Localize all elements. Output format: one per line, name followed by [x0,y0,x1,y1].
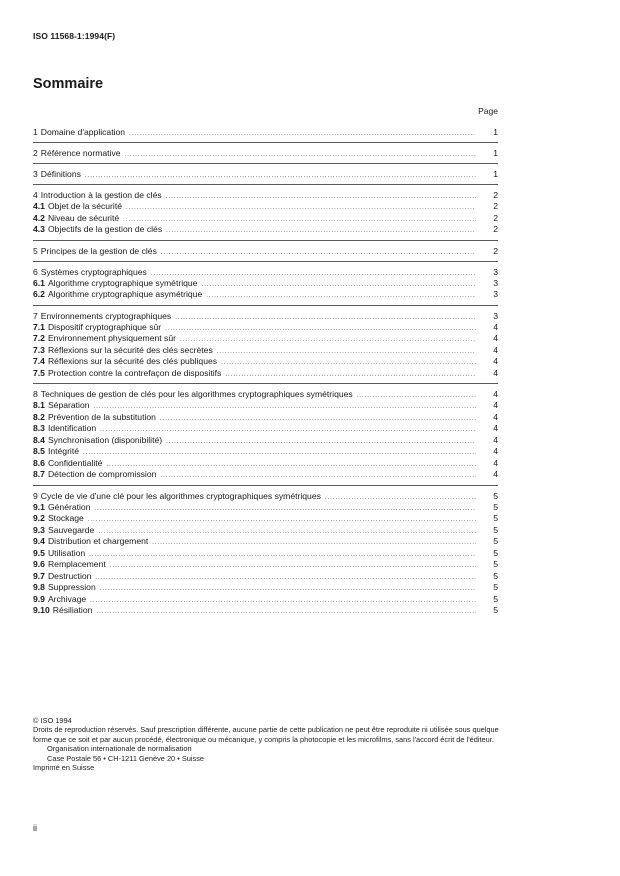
page-number: ii [33,823,37,833]
toc-subsection[interactable] [33,423,498,435]
dot-leader [180,335,476,345]
toc-label: Systèmes cryptographiques [40,266,147,277]
toc-number: 8 [33,389,38,399]
toc-title: Sommaire [33,76,104,92]
toc-label: Référence normative [40,148,121,158]
toc-section [33,310,498,384]
toc-label: Protection contre la contrefaçon de dispositifs [47,367,222,378]
toc-number: 6 [33,266,38,277]
toc-subsection[interactable] [33,435,498,447]
toc-divider [33,163,498,164]
toc-chapter[interactable] [33,388,498,400]
toc-subsection[interactable] [33,605,498,617]
toc-page-number: 2 [493,201,498,211]
dot-leader [175,312,476,322]
toc-subsection[interactable] [33,213,498,225]
toc-chapter[interactable] [33,189,498,201]
organization-address: Case Postale 56 • CH-1211 Genève 20 • Suisse [47,753,205,763]
dot-leader [100,584,476,594]
toc-label: Suppression [47,582,96,592]
toc-label: Destruction [47,570,92,581]
toc-section [33,245,498,261]
toc-label: Introduction à la gestion de clés [40,190,162,200]
toc-subsection[interactable] [33,525,498,537]
toc-chapter[interactable] [33,245,498,257]
toc-subsection[interactable] [33,548,498,560]
toc-subsection[interactable] [33,400,498,412]
toc-number: 9.4 [33,536,45,546]
printed-in: Imprimé en Suisse [33,763,95,773]
toc-chapter[interactable] [33,490,498,502]
dot-leader [90,596,476,606]
toc-page-number: 5 [493,593,498,604]
toc-number: 9 [33,490,38,501]
toc-divider [33,305,498,306]
toc-subsection[interactable] [33,502,498,514]
toc-subsection[interactable] [33,289,498,301]
toc-page-number: 1 [493,169,498,179]
toc-number: 4.1 [33,201,45,211]
dot-leader [206,291,476,301]
toc-number: 7.4 [33,356,45,366]
toc-page-number: 4 [493,321,498,332]
dot-leader [325,492,476,502]
toc-label: Prévention de la substitution [47,411,156,422]
toc-page-number: 5 [493,490,498,501]
toc-number: 6.2 [33,289,45,299]
document-id: ISO 11568-1:1994(F) [33,31,116,41]
toc-page-number: 4 [493,434,498,445]
toc-number: 4 [33,190,38,200]
dot-leader [125,149,476,159]
toc-number: 2 [33,148,38,158]
copyright-line: © ISO 1994 [33,716,72,725]
dot-leader [166,191,476,201]
toc-section [33,388,498,485]
dot-leader [95,573,476,583]
toc-subsection[interactable] [33,446,498,458]
toc-subsection[interactable] [33,513,498,525]
toc-section [33,189,498,240]
toc-divider [33,485,498,486]
toc-page-number: 2 [493,245,498,256]
toc-chapter[interactable] [33,310,498,322]
toc-label: Domaine d'application [40,127,126,137]
toc-subsection[interactable] [33,345,498,357]
toc-page-number: 4 [493,400,498,410]
rights-statement: Droits de reproduction réservés. Sauf prescription différente, aucune partie de cette publication ne peut être reproduite ni utilisée sous quelque forme que ce soit et par aucun procédé, électronique ou mécanique, y compris la photocopie et les microfilms, sans l'accord écrit de l'éditeur. [33,725,499,744]
toc-number: 9.5 [33,547,45,558]
toc-label: Environnement physiquement sûr [47,333,176,343]
toc-label: Génération [47,501,91,512]
dot-leader [110,561,476,571]
toc-page-number: 4 [493,389,498,399]
toc-number: 4.2 [33,212,45,223]
dot-leader [165,324,476,334]
toc-label: Confidentialité [47,457,103,468]
toc-number: 9.6 [33,559,45,569]
toc-number: 9.7 [33,570,45,581]
toc-number: 9.8 [33,582,45,592]
dot-leader [166,437,476,447]
toc-subsection[interactable] [33,582,498,594]
dot-leader [89,550,476,560]
toc-divider [33,383,498,384]
toc-divider [33,142,498,143]
dot-leader [94,504,476,514]
toc-divider [33,261,498,262]
toc-number: 9.10 [33,605,50,615]
dot-leader [106,460,476,470]
toc-number: 8.5 [33,446,45,456]
toc-number: 9.9 [33,593,45,604]
toc-label: Algorithme cryptographique asymétrique [47,289,203,299]
toc-page-number: 4 [493,457,498,468]
dot-leader [221,358,476,368]
toc-subsection[interactable] [33,571,498,583]
dot-leader [126,203,476,213]
toc-label: Distribution et chargement [47,536,149,546]
dot-leader [123,215,476,225]
toc-section [33,490,498,621]
toc-page-number: 5 [493,605,498,615]
toc-page-number: 5 [493,513,498,523]
toc-page-number: 2 [493,224,498,234]
toc-number: 7 [33,310,38,321]
dot-leader [217,347,476,357]
toc-label: Réflexions sur la sécurité des clés publiques [47,356,218,366]
toc-label: Identification [47,423,97,433]
toc-label: Remplacement [47,559,106,569]
toc-label: Archivage [47,593,87,604]
toc-number: 5 [33,245,38,256]
toc-page-number: 4 [493,411,498,422]
toc-subsection[interactable] [33,322,498,334]
toc-section [33,126,498,142]
toc-number: 7.5 [33,367,45,378]
toc-page-number: 3 [493,289,498,299]
toc-number: 4.3 [33,224,45,234]
dot-leader [100,425,476,435]
toc-number: 9.2 [33,513,45,523]
toc-label: Algorithme cryptographique symétrique [47,277,198,288]
toc-page-number: 2 [493,212,498,223]
toc-page-number: 4 [493,333,498,343]
toc-page-number: 5 [493,547,498,558]
toc-chapter[interactable] [33,168,498,180]
dot-leader [166,226,476,236]
toc-subsection[interactable] [33,278,498,290]
toc-label: Environnements cryptographiques [40,310,172,321]
toc-section [33,266,498,305]
toc-page-number: 4 [493,446,498,456]
toc-page-number: 4 [493,423,498,433]
toc-label: Séparation [47,400,90,410]
toc-section [33,168,498,184]
toc-label: Principes de la gestion de clés [40,245,157,256]
toc-subsection[interactable] [33,536,498,548]
table-of-contents [33,126,498,621]
toc-number: 8.6 [33,457,45,468]
toc-section [33,147,498,163]
toc-label: Stockage [47,513,84,523]
toc-number: 8.2 [33,411,45,422]
toc-page-number: 3 [493,266,498,277]
toc-label: Résiliation [52,605,93,615]
toc-number: 8.4 [33,434,45,445]
toc-chapter[interactable] [33,266,498,278]
dot-leader [85,170,476,180]
toc-label: Objectifs de la gestion de clés [47,224,163,234]
toc-divider [33,184,498,185]
toc-label: Synchronisation (disponibilité) [47,434,163,445]
toc-number: 6.1 [33,277,45,288]
toc-subsection[interactable] [33,458,498,470]
toc-page-number: 4 [493,367,498,378]
toc-subsection[interactable] [33,333,498,345]
toc-subsection[interactable] [33,594,498,606]
toc-subsection[interactable] [33,356,498,368]
toc-page-number: 3 [493,310,498,321]
dot-leader [152,538,476,548]
toc-page-number: 5 [493,582,498,592]
toc-subsection[interactable] [33,412,498,424]
toc-page-number: 1 [493,127,498,137]
toc-page-number: 4 [493,344,498,355]
toc-label: Objet de la sécurité [47,201,122,211]
toc-subsection[interactable] [33,469,498,481]
toc-label: Définitions [40,169,81,179]
toc-label: Niveau de sécurité [47,212,120,223]
toc-number: 7.1 [33,321,45,332]
toc-page-number: 5 [493,501,498,512]
toc-page-number: 5 [493,536,498,546]
toc-label: Sauvegarde [47,524,95,535]
toc-label: Réflexions sur la sécurité des clés secrètes [47,344,213,355]
toc-label: Techniques de gestion de clés pour les algorithmes cryptographiques symétriques [40,389,353,399]
toc-chapter[interactable] [33,147,498,159]
toc-page-number: 1 [493,148,498,158]
dot-leader [160,471,476,481]
dot-leader [225,370,476,380]
toc-number: 9.1 [33,501,45,512]
toc-page-number: 2 [493,190,498,200]
dot-leader [161,247,476,257]
page-column-label: Page [478,106,498,116]
toc-page-number: 4 [493,469,498,479]
toc-page-number: 5 [493,524,498,535]
dot-leader [201,280,476,290]
toc-label: Détection de compromission [47,469,157,479]
toc-number: 8.1 [33,400,45,410]
copyright-notice [33,716,503,772]
organization-name: Organisation internationale de normalisation [47,744,192,754]
toc-number: 9.3 [33,524,45,535]
toc-number: 1 [33,127,38,137]
dot-leader [83,448,476,458]
toc-page-number: 4 [493,356,498,366]
toc-subsection[interactable] [33,201,498,213]
toc-label: Intégrité [47,446,80,456]
toc-number: 7.2 [33,333,45,343]
toc-number: 3 [33,169,38,179]
toc-divider [33,240,498,241]
toc-subsection[interactable] [33,224,498,236]
dot-leader [88,515,476,525]
toc-subsection[interactable] [33,368,498,380]
toc-subsection[interactable] [33,559,498,571]
dot-leader [151,268,476,278]
toc-page-number: 3 [493,277,498,288]
toc-number: 8.7 [33,469,45,479]
dot-leader [94,402,476,412]
dot-leader [98,527,476,537]
toc-chapter[interactable] [33,126,498,138]
toc-page-number: 5 [493,559,498,569]
toc-label: Dispositif cryptographique sûr [47,321,162,332]
toc-number: 8.3 [33,423,45,433]
toc-number: 7.3 [33,344,45,355]
dot-leader [129,128,476,138]
dot-leader [357,390,476,400]
toc-page-number: 5 [493,570,498,581]
toc-label: Utilisation [47,547,86,558]
toc-label: Cycle de vie d'une clé pour les algorithmes cryptographiques symétriques [40,490,321,501]
dot-leader [96,607,476,617]
dot-leader [160,414,476,424]
